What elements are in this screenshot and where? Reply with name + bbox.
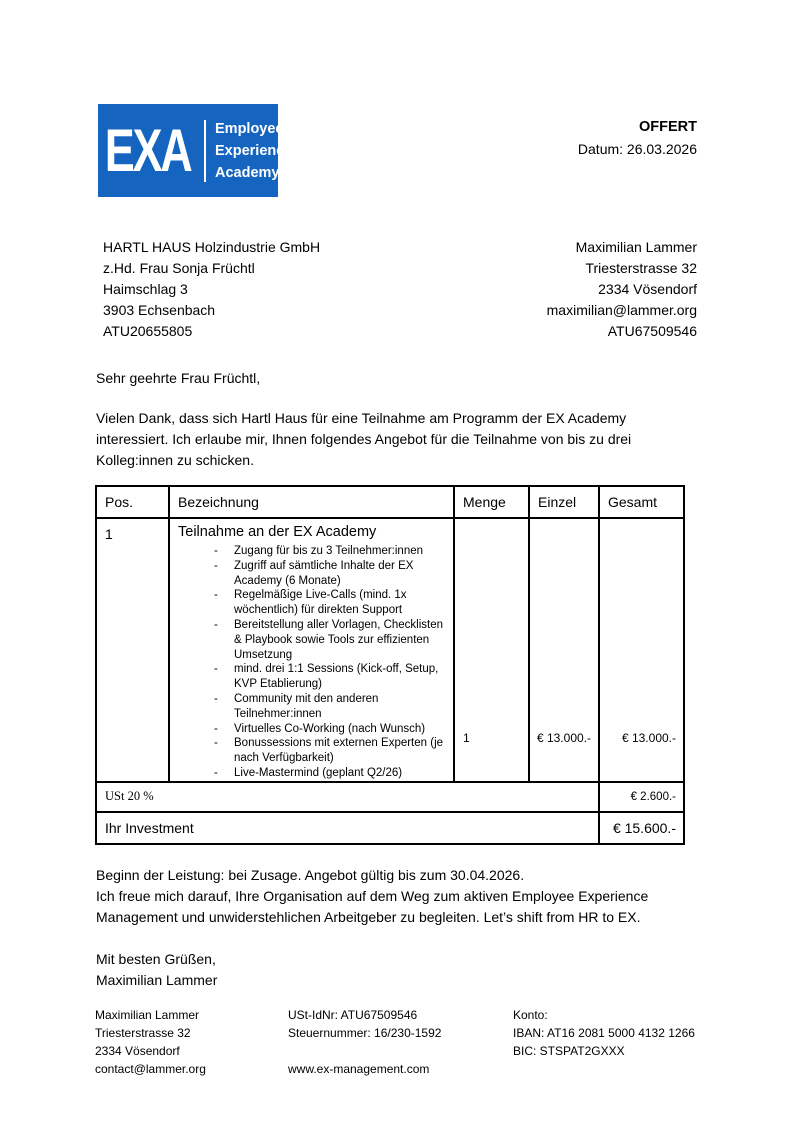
document-date: Datum: 26.03.2026 — [577, 141, 697, 157]
bullet-dash: - — [214, 559, 218, 572]
intro-line: Kolleg:innen zu schicken. — [96, 452, 254, 468]
bullet-dash: - — [214, 766, 218, 779]
bullet-text: mind. drei 1:1 Sessions (Kick-off, Setup, KVP Etablierung) — [234, 663, 439, 691]
logo-word-line: Experience — [215, 142, 293, 159]
document-type-label: OFFERT — [639, 119, 697, 135]
sender-line: Triesterstrasse 32 — [585, 260, 697, 276]
closing-line: Ich freue mich darauf, Ihre Organisation auf dem Weg zum aktiven Employee Experience — [96, 887, 649, 904]
intro-line: interessiert. Ich erlaube mir, Ihnen folgendes Angebot für die Teilnahme von bis zu drei — [96, 431, 632, 447]
item-bullet — [178, 544, 447, 559]
signoff-line: Mit besten Grüßen, — [96, 950, 216, 967]
item-position: 1 — [96, 518, 169, 782]
bullet-dash: - — [214, 545, 218, 557]
item-bullet — [178, 618, 447, 662]
offer-table — [95, 485, 685, 845]
item-bullet — [178, 722, 447, 737]
logo-word-line: Employee — [215, 120, 284, 137]
bullet-dash: - — [214, 663, 218, 676]
signoff — [0, 928, 795, 991]
sender-line: maximilian@lammer.org — [546, 302, 697, 318]
sender-line: ATU67509546 — [607, 323, 697, 339]
col-header-menge: Menge — [454, 486, 529, 518]
item-bullet — [178, 736, 447, 766]
footer-line: BIC: STSPAT2GXXX — [513, 1044, 625, 1058]
item-total-price: € 13.000.- — [599, 518, 684, 782]
sender-line: 2334 Vösendorf — [598, 281, 697, 297]
vat-value: € 2.600.- — [599, 782, 684, 812]
logo-wordmark — [215, 118, 292, 184]
table-row-vat — [96, 782, 684, 812]
item-bullet — [178, 588, 447, 618]
footer-bank-column — [513, 1006, 703, 1078]
recipient-line: ATU20655805 — [103, 323, 193, 339]
bullet-text: Regelmäßige Live-Calls (mind. 1x wöchentlich) für direkten Support — [234, 589, 407, 617]
footer-line — [288, 1042, 513, 1060]
investment-label: Ihr Investment — [96, 812, 599, 844]
footer-line: 2334 Vösendorf — [95, 1044, 180, 1058]
bullet-text: Live-Mastermind (geplant Q2/26) — [234, 766, 403, 779]
table-row-investment — [96, 812, 684, 844]
bullet-text: Zugriff auf sämtliche Inhalte der EX Academy (6 Monate) — [234, 559, 414, 587]
footer-line: USt-IdNr: ATU67509546 — [288, 1008, 418, 1022]
bullet-dash: - — [214, 722, 218, 735]
item-bullet — [178, 766, 447, 781]
bullet-dash: - — [214, 737, 218, 750]
item-quantity: 1 — [454, 518, 529, 782]
vat-label: USt 20 % — [96, 782, 599, 812]
sender-address — [547, 237, 697, 342]
document-header — [0, 0, 795, 197]
logo-divider — [204, 120, 206, 182]
bullet-dash: - — [214, 589, 218, 602]
closing-line: Beginn der Leistung: bei Zusage. Angebot gültig bis zum 30.04.2026. — [96, 866, 525, 883]
closing-paragraph — [0, 845, 795, 928]
item-bullet — [178, 662, 447, 692]
table-row-item — [96, 518, 684, 782]
intro-line: Vielen Dank, dass sich Hartl Haus für eine Teilnahme am Programm der EX Academy — [96, 410, 627, 426]
logo-abbr-text: EXA — [104, 116, 191, 184]
document-footer — [95, 1006, 703, 1078]
col-header-gesamt: Gesamt — [599, 486, 684, 518]
bullet-text: Bereitstellung aller Vorlagen, Checklisten & Playbook sowie Tools zur effizienten Umsetzung — [234, 618, 444, 661]
col-header-einzel: Einzel — [529, 486, 599, 518]
footer-line: Triesterstrasse 32 — [95, 1026, 191, 1040]
table-header-row — [96, 486, 684, 518]
logo-word-line: Academy — [215, 164, 280, 181]
signoff-line: Maximilian Lammer — [96, 971, 218, 988]
footer-line: www.ex-management.com — [288, 1062, 430, 1076]
bullet-text: Zugang für bis zu 3 Teilnehmer:innen — [234, 545, 424, 557]
item-bullet — [178, 692, 447, 722]
document-meta — [578, 104, 697, 160]
bullet-text: Community mit den anderen Teilnehmer:innen — [234, 692, 379, 720]
salutation: Sehr geehrte Frau Früchtl, — [96, 370, 261, 386]
intro-paragraph — [0, 389, 795, 471]
footer-tax-column — [288, 1006, 513, 1078]
col-header-pos: Pos. — [96, 486, 169, 518]
col-header-bezeichnung: Bezeichnung — [169, 486, 454, 518]
address-section — [0, 197, 795, 342]
bullet-text: Bonussessions mit externen Experten (je nach Verfügbarkeit) — [234, 737, 444, 765]
footer-line: IBAN: AT16 2081 5000 4132 1266 — [513, 1026, 695, 1040]
recipient-line: Haimschlag 3 — [103, 281, 188, 297]
investment-value: € 15.600.- — [599, 812, 684, 844]
recipient-line: 3903 Echsenbach — [103, 302, 216, 318]
footer-line: Konto: — [513, 1008, 548, 1022]
item-unit-price: € 13.000.- — [529, 518, 599, 782]
sender-line: Maximilian Lammer — [575, 239, 697, 255]
bullet-dash: - — [214, 618, 218, 631]
footer-line: Maximilian Lammer — [95, 1008, 200, 1022]
footer-contact-column — [95, 1006, 288, 1078]
footer-line: Steuernummer: 16/230-1592 — [288, 1026, 442, 1040]
exa-logo — [98, 104, 293, 197]
item-description — [169, 518, 454, 782]
item-bullet — [178, 559, 447, 589]
closing-line: Management und unwiderstehlichen Arbeitgeber zu begleiten. Let’s shift from HR to EX. — [96, 908, 641, 925]
bullet-text: Virtuelles Co-Working (nach Wunsch) — [234, 722, 426, 735]
recipient-line: HARTL HAUS Holzindustrie GmbH — [103, 239, 321, 255]
recipient-address — [103, 237, 320, 342]
recipient-line: z.Hd. Frau Sonja Früchtl — [103, 260, 255, 276]
item-title: Teilnahme an der EX Academy — [178, 524, 377, 540]
footer-line: contact@lammer.org — [95, 1062, 206, 1076]
bullet-dash: - — [214, 692, 218, 705]
